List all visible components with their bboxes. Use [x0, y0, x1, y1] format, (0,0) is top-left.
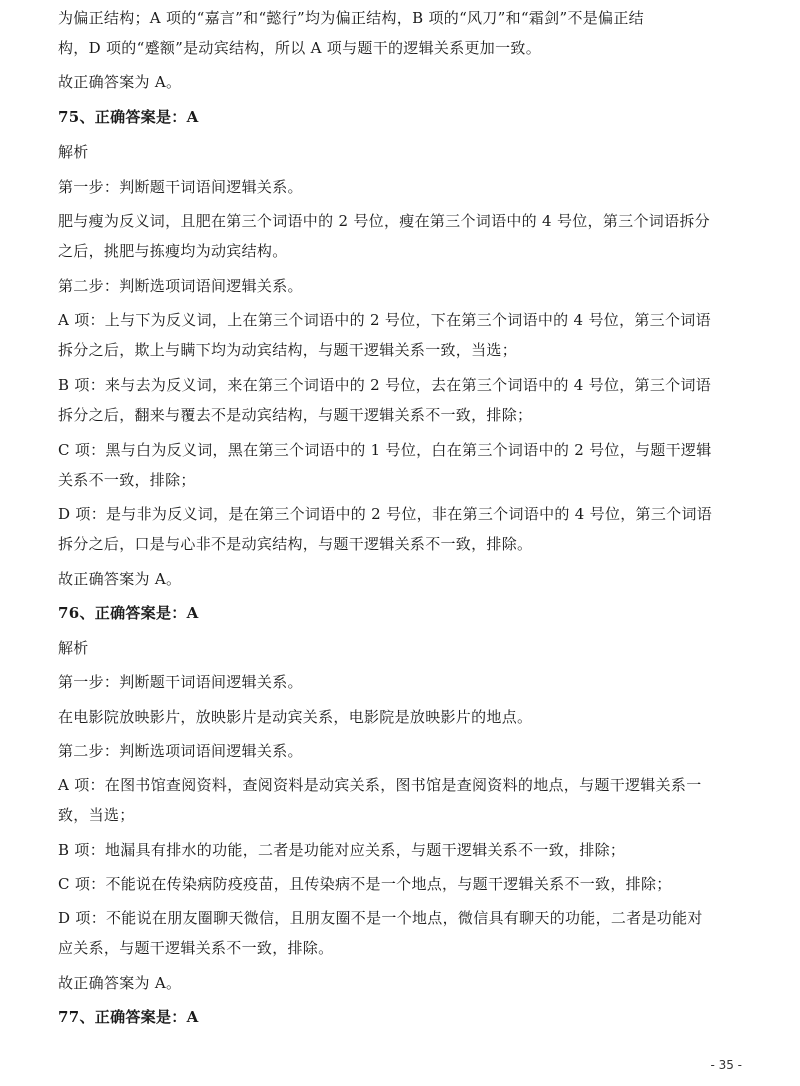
paragraph-line: C 项：黑与白为反义词，黑在第三个词语中的 1 号位，白在第三个词语中的 2 号位，与题干逻辑 [58, 441, 712, 459]
paragraph-line: 第一步：判断题干词语间逻辑关系。 [58, 178, 303, 196]
answer-heading: 75、正确答案是：A [58, 108, 199, 126]
paragraph-line: 拆分之后，口是与心非不是动宾结构，与题干逻辑关系不一致，排除。 [58, 535, 533, 553]
paragraph-line: 拆分之后，欺上与瞒下均为动宾结构，与题干逻辑关系一致，当选； [58, 341, 518, 359]
paragraph-line: 关系不一致，排除； [58, 471, 196, 489]
paragraph-line: 第二步：判断选项词语间逻辑关系。 [58, 742, 303, 760]
paragraph-line: 解析 [58, 639, 89, 657]
paragraph-line: 故正确答案为 A。 [58, 73, 182, 91]
paragraph-line: 构，D 项的“蹙额”是动宾结构，所以 A 项与题干的逻辑关系更加一致。 [58, 39, 542, 57]
paragraph-line: 在电影院放映影片，放映影片是动宾关系，电影院是放映影片的地点。 [58, 708, 533, 726]
paragraph-line: B 项：地漏具有排水的功能，二者是功能对应关系，与题干逻辑关系不一致，排除； [58, 841, 626, 859]
paragraph-line: 第二步：判断选项词语间逻辑关系。 [58, 277, 303, 295]
paragraph-line: 致，当选； [58, 806, 135, 824]
paragraph-line: A 项：在图书馆查阅资料，查阅资料是动宾关系，图书馆是查阅资料的地点，与题干逻辑关系一 [58, 776, 702, 794]
paragraph-line: D 项：不能说在朋友圈聊天微信，且朋友圈不是一个地点，微信具有聊天的功能，二者是功能对 [58, 909, 703, 927]
paragraph-line: 第一步：判断题干词语间逻辑关系。 [58, 673, 303, 691]
paragraph-line: 故正确答案为 A。 [58, 974, 182, 992]
paragraph-line: 之后，挑肥与拣瘦均为动宾结构。 [58, 242, 288, 260]
paragraph-line: 应关系，与题干逻辑关系不一致，排除。 [58, 939, 334, 957]
paragraph-line: 拆分之后，翻来与覆去不是动宾结构，与题干逻辑关系不一致，排除； [58, 406, 533, 424]
paragraph-line: C 项：不能说在传染病防疫疫苗，且传染病不是一个地点，与题干逻辑关系不一致，排除； [58, 875, 672, 893]
paragraph-line: 故正确答案为 A。 [58, 570, 182, 588]
paragraph-line: 解析 [58, 143, 89, 161]
paragraph-line: A 项：上与下为反义词，上在第三个词语中的 2 号位，下在第三个词语中的 4 号位，第三个词语 [58, 311, 711, 329]
paragraph-line: B 项：来与去为反义词，来在第三个词语中的 2 号位，去在第三个词语中的 4 号位，第三个词语 [58, 376, 712, 394]
paragraph-line: D 项：是与非为反义词，是在第三个词语中的 2 号位，非在第三个词语中的 4 号位，第三个词语 [58, 505, 713, 523]
paragraph-line: 为偏正结构；A 项的“嘉言”和“懿行”均为偏正结构，B 项的“风刀”和“霜剑”不是偏正结 [58, 9, 644, 27]
paragraph-line: 肥与瘦为反义词，且肥在第三个词语中的 2 号位，瘦在第三个词语中的 4 号位，第三个词语拆分 [58, 212, 710, 230]
page-number: - 35 - [710, 1058, 742, 1072]
answer-heading: 77、正确答案是：A [58, 1008, 199, 1026]
answer-heading: 76、正确答案是：A [58, 604, 199, 622]
